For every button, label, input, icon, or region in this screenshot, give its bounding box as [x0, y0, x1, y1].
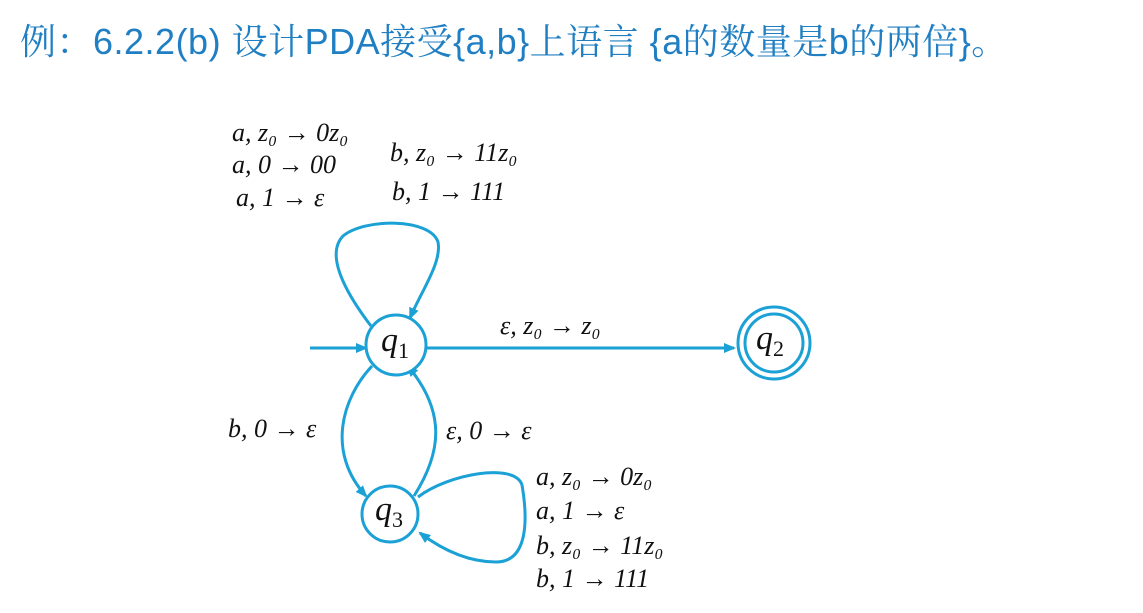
label-q3-loop-1: a, z₀ → 0z₀	[536, 462, 653, 491]
state-q3-label: $q_3$	[375, 491, 403, 532]
label-q1-loop-5: b, 1 → 111	[392, 177, 506, 206]
edge-q1-to-q3	[342, 366, 372, 496]
label-q3-loop-3: b, z₀ → 11z₀	[536, 531, 664, 560]
state-q1	[366, 315, 426, 375]
label-q1-to-q3: b, 0 → ε	[228, 414, 317, 443]
label-q1-loop-1: a, z₀ → 0z₀	[232, 118, 349, 147]
label-q3-loop-4: b, 1 → 111	[536, 564, 650, 593]
label-q3-to-q1: ε, 0 → ε	[446, 416, 532, 445]
edge-q3-loop	[418, 473, 525, 562]
edge-q3-to-q1	[408, 366, 436, 496]
state-q3	[362, 486, 418, 542]
label-q1-to-q2: ε, z₀ → z₀	[500, 311, 601, 340]
label-q3-loop-2: a, 1 → ε	[536, 496, 625, 525]
edge-q1-loop	[336, 223, 438, 326]
label-q1-loop-2: a, 0 → 00	[232, 150, 336, 179]
page-title: 例：6.2.2(b) 设计PDA接受{a,b}上语言 {a的数量是b的两倍}。	[20, 21, 1008, 62]
state-q1-label: $q_1$	[381, 322, 409, 363]
label-q1-loop-4: b, z₀ → 11z₀	[390, 138, 518, 167]
state-q2	[738, 307, 810, 379]
state-q2-label: $q_2$	[756, 320, 784, 361]
label-q1-loop-3: a, 1 → ε	[236, 183, 325, 212]
